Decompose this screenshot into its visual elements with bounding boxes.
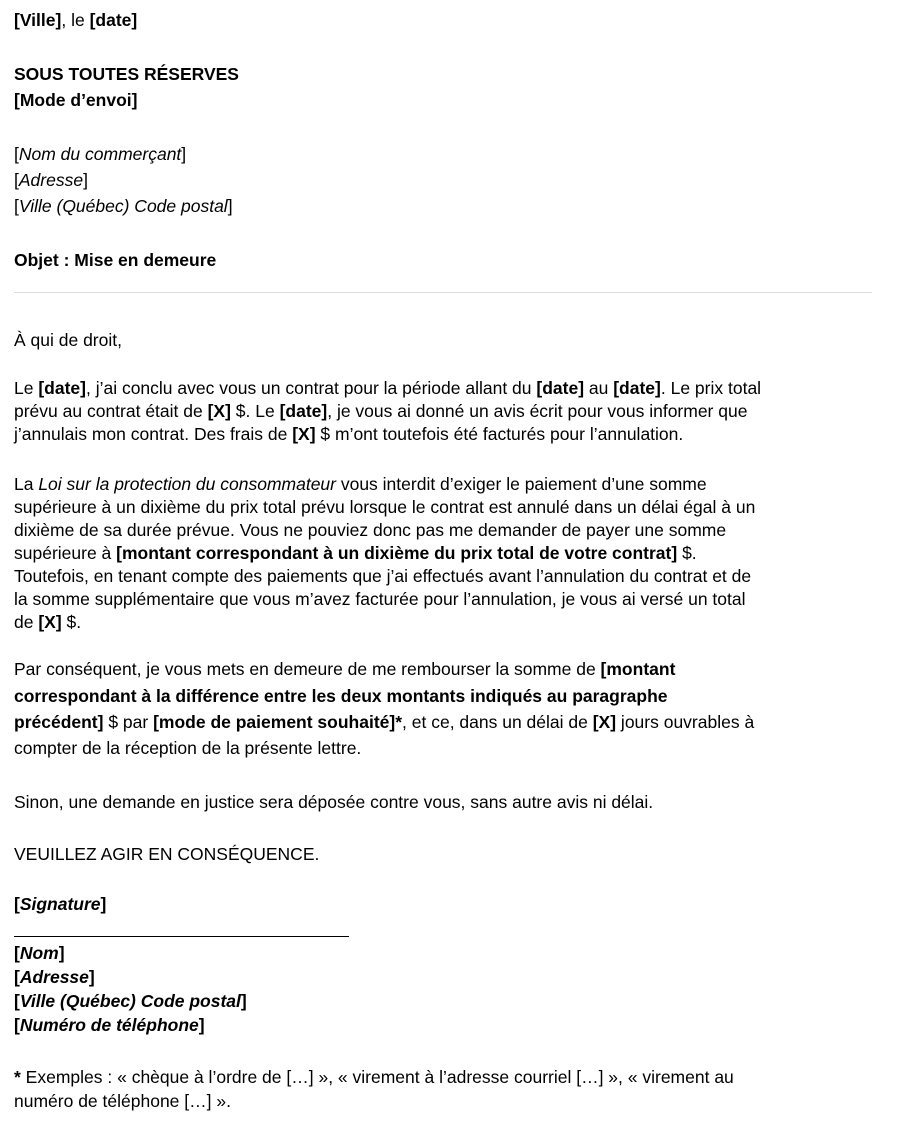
bracket: ] xyxy=(181,144,187,164)
sender-phone-text: Numéro de téléphone xyxy=(19,1015,199,1035)
text: . Le prix total xyxy=(660,378,762,398)
p1-line-2 xyxy=(14,400,747,422)
p2-line-2: supérieure à un dixième du prix total prévu lorsque le contrat est annulé dans un délai égal à un xyxy=(14,497,756,517)
p1-line-1 xyxy=(14,377,761,399)
bracket: ] xyxy=(198,1015,205,1035)
footnote-line-2: numéro de téléphone […] ». xyxy=(14,1091,231,1111)
bracket: [ xyxy=(14,1015,20,1035)
p2-line-6: la somme supplémentaire que vous m’avez facturée pour l’annulation, je vous ai versé un total xyxy=(14,589,746,609)
mode-envoi: [Mode d’envoi] xyxy=(14,90,138,110)
footnote-line-1 xyxy=(14,1066,734,1088)
placeholder: [X] xyxy=(592,712,617,732)
sender-city-text: Ville (Québec) Code postal xyxy=(19,991,241,1011)
signature-placeholder xyxy=(14,893,106,915)
text: $. xyxy=(677,543,697,563)
placeholder: [date] xyxy=(613,378,661,398)
placeholder: [X] xyxy=(38,612,62,632)
placeholder: [date] xyxy=(279,401,328,421)
bracket: ] xyxy=(100,894,107,914)
p4: Sinon, une demande en justice sera déposée contre vous, sans autre avis ni délai. xyxy=(14,792,654,812)
recipient-name-text: Nom du commerçant xyxy=(18,144,182,164)
text: $ par xyxy=(103,712,154,732)
placeholder: [X] xyxy=(292,424,316,444)
text: de xyxy=(14,612,39,632)
signature-line xyxy=(14,936,349,937)
bracket: [ xyxy=(14,170,19,190)
text: , je vous ai donné un avis écrit pour vous informer que xyxy=(327,401,748,421)
recipient-address-text: Adresse xyxy=(18,170,84,190)
placeholder: [mode de paiement souhaité]* xyxy=(153,712,403,732)
date-connector: , le xyxy=(61,10,90,30)
text: $. xyxy=(61,612,82,632)
text: La xyxy=(14,474,39,494)
text: Exemples : « chèque à l’ordre de […] », « virement à l’adresse courriel […] », « virement au xyxy=(20,1067,734,1087)
bracket: [ xyxy=(14,144,19,164)
sous-toutes-reserves: SOUS TOUTES RÉSERVES xyxy=(14,64,239,84)
bracket: [ xyxy=(14,991,20,1011)
p1-line-3 xyxy=(14,423,683,445)
subject-line: Objet : Mise en demeure xyxy=(14,250,217,270)
bracket: ] xyxy=(240,991,247,1011)
place-date-line xyxy=(14,9,137,31)
text: Le xyxy=(14,378,39,398)
placeholder: [montant correspondant à un dixième du prix total de votre contrat] xyxy=(116,543,678,563)
text: supérieure à xyxy=(14,543,117,563)
p2-line-7 xyxy=(14,611,81,633)
text: prévu au contrat était de xyxy=(14,401,208,421)
p5: VEUILLEZ AGIR EN CONSÉQUENCE. xyxy=(14,844,320,864)
p3-line-3 xyxy=(14,711,754,733)
p2-line-5: Toutefois, en tenant compte des paiements que j’ai effectués avant l’annulation du contrat et de xyxy=(14,566,752,586)
sender-phone xyxy=(14,1014,205,1036)
bracket: ] xyxy=(227,196,233,216)
bracket: ] xyxy=(58,943,65,963)
law-title: Loi sur la protection du consommateur xyxy=(38,474,336,494)
recipient-city xyxy=(14,195,233,217)
text: $. Le xyxy=(230,401,280,421)
placeholder: [X] xyxy=(207,401,231,421)
footnote-star: * xyxy=(14,1067,21,1087)
sender-address xyxy=(14,966,95,988)
bracket: ] xyxy=(88,967,95,987)
city-placeholder: [Ville] xyxy=(14,10,62,30)
p3-line-4: compter de la réception de la présente lettre. xyxy=(14,738,362,758)
text: , j’ai conclu avec vous un contrat pour la période allant du xyxy=(85,378,537,398)
bracket: [ xyxy=(14,943,20,963)
bracket: ] xyxy=(83,170,88,190)
sender-name xyxy=(14,942,65,964)
text: vous interdit d’exiger le paiement d’une somme xyxy=(335,474,707,494)
recipient-name xyxy=(14,143,186,165)
p3-line-2: correspondant à la différence entre les deux montants indiqués au paragraphe xyxy=(14,686,668,706)
salutation: À qui de droit, xyxy=(14,330,122,350)
placeholder: [montant xyxy=(600,659,676,679)
placeholder: précédent] xyxy=(14,712,104,732)
p2-line-1 xyxy=(14,473,707,495)
signature-label: Signature xyxy=(19,894,101,914)
sender-name-text: Nom xyxy=(19,943,59,963)
text: j’annulais mon contrat. Des frais de xyxy=(14,424,293,444)
bracket: [ xyxy=(14,196,19,216)
sender-city xyxy=(14,990,247,1012)
divider xyxy=(14,292,872,293)
placeholder: [date] xyxy=(38,378,86,398)
p3-line-1 xyxy=(14,658,675,680)
bracket: [ xyxy=(14,967,20,987)
date-placeholder: [date] xyxy=(89,10,138,30)
placeholder: [date] xyxy=(536,378,585,398)
text: , et ce, dans un délai de xyxy=(402,712,593,732)
sender-address-text: Adresse xyxy=(19,967,89,987)
recipient-address xyxy=(14,169,88,191)
text: Par conséquent, je vous mets en demeure de me rembourser la somme de xyxy=(14,659,601,679)
recipient-city-text: Ville (Québec) Code postal xyxy=(18,196,228,216)
text: $ m’ont toutefois été facturés pour l’annulation. xyxy=(315,424,684,444)
text: au xyxy=(584,378,614,398)
p2-line-4 xyxy=(14,542,697,564)
bracket: [ xyxy=(14,894,20,914)
text: jours ouvrables à xyxy=(616,712,755,732)
p2-line-3: dixième de sa durée prévue. Vous ne pouviez donc pas me demander de payer une somme xyxy=(14,520,727,540)
